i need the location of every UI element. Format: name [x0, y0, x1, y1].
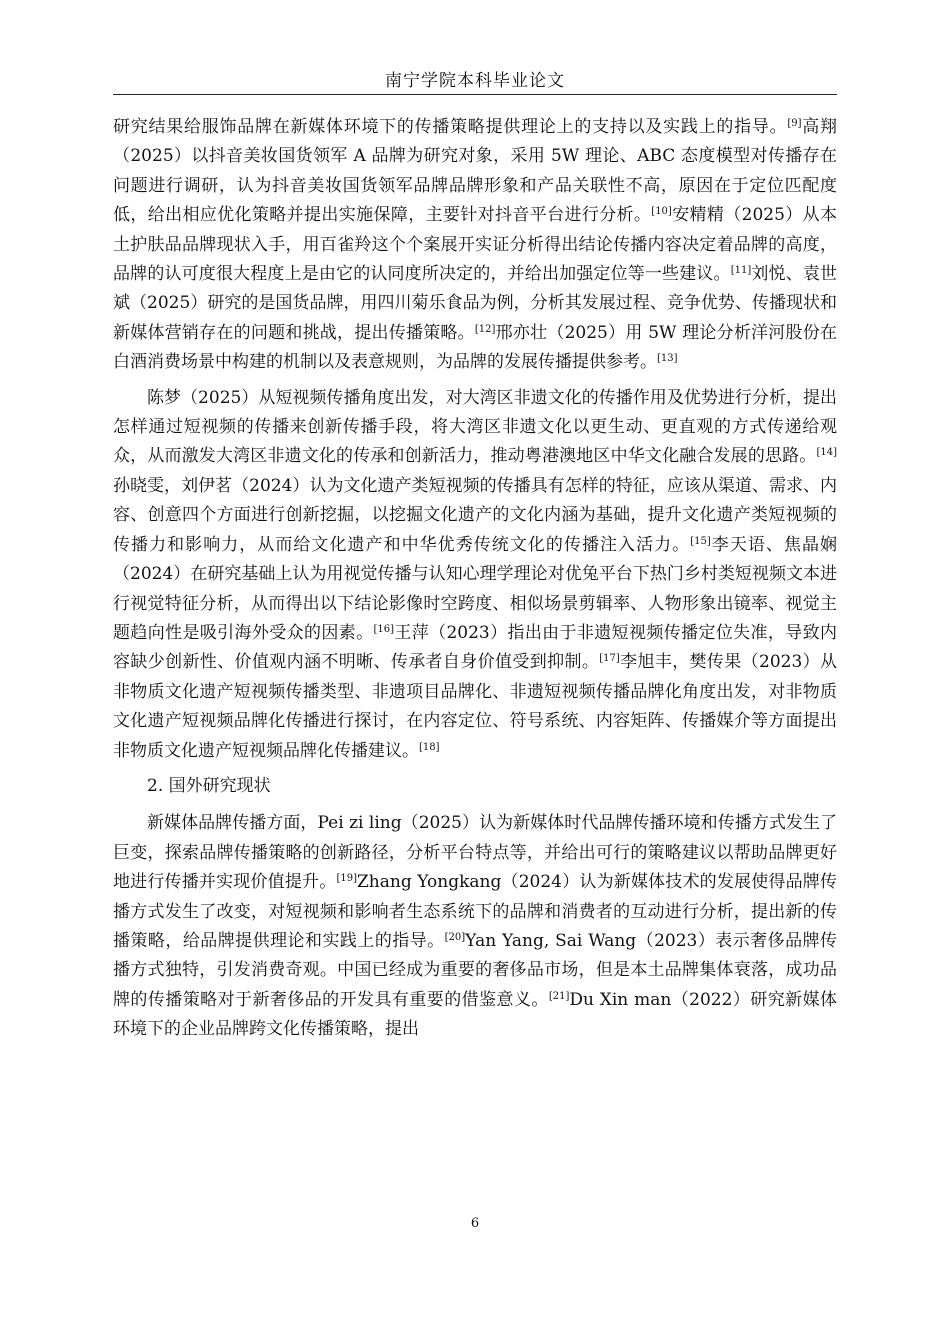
citation-ref: [20]	[444, 931, 466, 943]
citation-ref: [16]	[373, 623, 394, 635]
text-run: 孙晓雯，刘伊茗（2024）认为文化遗产类短视频的传播具有怎样的特征，应该从渠道、需求、内容、创意四个方面进行创新挖掘，以挖掘文化遗产的文化内涵为基础，提升文化遗产类短视频的传播力和影响力，从而给文化遗产和中华优秀传统文化的传播注入活力。	[113, 475, 837, 555]
text-run: 安精精（2025）从本土护肤品品牌现状入手，用百雀羚这个个案展开实证分析得出结论传播内容决定着品牌的高度，品牌的认可度很大程度上是由它的认同度所决定的，并给出加强定位等一些建议。	[113, 205, 838, 285]
text-run: 高翔（2025）以抖音美妆国货领军 A 品牌为研究对象，采用 5W 理论、ABC 态度模型对传播存在问题进行调研，认为抖音美妆国货领军品牌品牌形象和产品关联性不高，原因在于定位匹配度低，给出相应优化策略并提出实施保障，主要针对抖音平台进行分析。	[113, 117, 838, 226]
citation-ref: [11]	[730, 265, 752, 277]
text-run: Zhang Yongkang（2024）认为新媒体技术的发展使得品牌传播方式发生了改变，对短视频和影响者生态系统下的品牌和消费者的互动进行分析，提出新的传播策略，给品牌提供理论和实践上的指导。	[113, 872, 837, 951]
page-header-title: 南宁学院本科毕业论文	[385, 71, 565, 91]
text-run: 邢亦壮（2025）用 5W 理论分析洋河股份在白酒消费场景中构建的机制以及表意规则，为品牌的发展传播提供参考。	[113, 322, 837, 373]
citation-ref: [18]	[419, 741, 440, 753]
paragraph	[113, 384, 837, 766]
citation-ref: [14]	[816, 447, 837, 459]
citation-ref: [12]	[474, 323, 496, 335]
text-run: 王萍（2023）指出由于非遗短视频传播定位失准，导致内容缺少创新性、价值观内涵不明晰、传承者自身价值受到抑制。	[113, 622, 838, 673]
citation-ref: [13]	[657, 353, 678, 365]
citation-ref: [15]	[690, 535, 711, 547]
text-run: 李旭丰，樊传果（2023）从非物质文化遗产短视频传播类型、非遗项目品牌化、非遗短视频传播品牌化角度出发，对非物质文化遗产短视频品牌化传播进行探讨，在内容定位、符号系统、内容矩阵、传播媒介等方面提出非物质文化遗产短视频品牌化传播建议。	[113, 652, 838, 761]
text-run: 李天语、焦晶娴（2024）在研究基础上认为用视觉传播与认知心理学理论对优兔平台下热门乡村类短视频文本进行视觉特征分析，从而得出以下结论影像时空跨度、相似场景剪辑率、人物形象出镜率、视觉主题趋向性是吸引海外受众的因素。	[113, 534, 838, 643]
text-run: 研究结果给服饰品牌在新媒体环境下的传播策略提供理论上的支持以及实践上的指导。	[113, 117, 788, 137]
header-rule	[113, 94, 837, 95]
text-run: 新媒体品牌传播方面，Pei zi ling（2025）认为新媒体时代品牌传播环境和传播方式发生了巨变，探索品牌传播策略的创新路径，分析平台特点等，并给出可行的策略建议以帮助品牌更好地进行传播并实现价值提升。	[113, 813, 837, 893]
citation-ref: [9]	[787, 118, 802, 129]
body-text	[113, 113, 837, 1051]
text-run: 陈梦（2025）从短视频传播角度出发，对大湾区非遗文化的传播作用及优势进行分析，提出怎样通过短视频的传播来创新传播手段，将大湾区非遗文化以更生动、更直观的方式传递给观众，从而激发大湾区非遗文化的传承和创新活力，推动粤港澳地区中华文化融合发展的思路。	[113, 387, 837, 467]
text-run: Du Xin man（2022）研究新媒体环境下的企业品牌跨文化传播策略，提出	[113, 989, 838, 1040]
paragraph	[113, 809, 837, 1044]
citation-ref: [21]	[548, 990, 570, 1002]
page-number: 6	[470, 1216, 480, 1231]
section-heading: 2. 国外研究现状	[147, 775, 271, 796]
text-run: Yan Yang, Sai Wang（2023）表示奢侈品牌传播方式独特，引发消费奇观。中国已经成为重要的奢侈品市场，但是本土品牌集体衰落，成功品牌的传播策略对于新奢侈品的开发具有重要的借鉴意义。	[113, 930, 837, 1010]
citation-ref: [19]	[336, 873, 357, 885]
paragraph	[113, 113, 837, 378]
text-run: 刘悦、袁世斌（2025）研究的是国货品牌，用四川菊乐食品为例，分析其发展过程、竞争优势、传播现状和新媒体营销存在的问题和挑战，提出传播策略。	[113, 264, 838, 343]
citation-ref: [17]	[599, 653, 620, 665]
citation-ref: [10]	[651, 206, 672, 218]
